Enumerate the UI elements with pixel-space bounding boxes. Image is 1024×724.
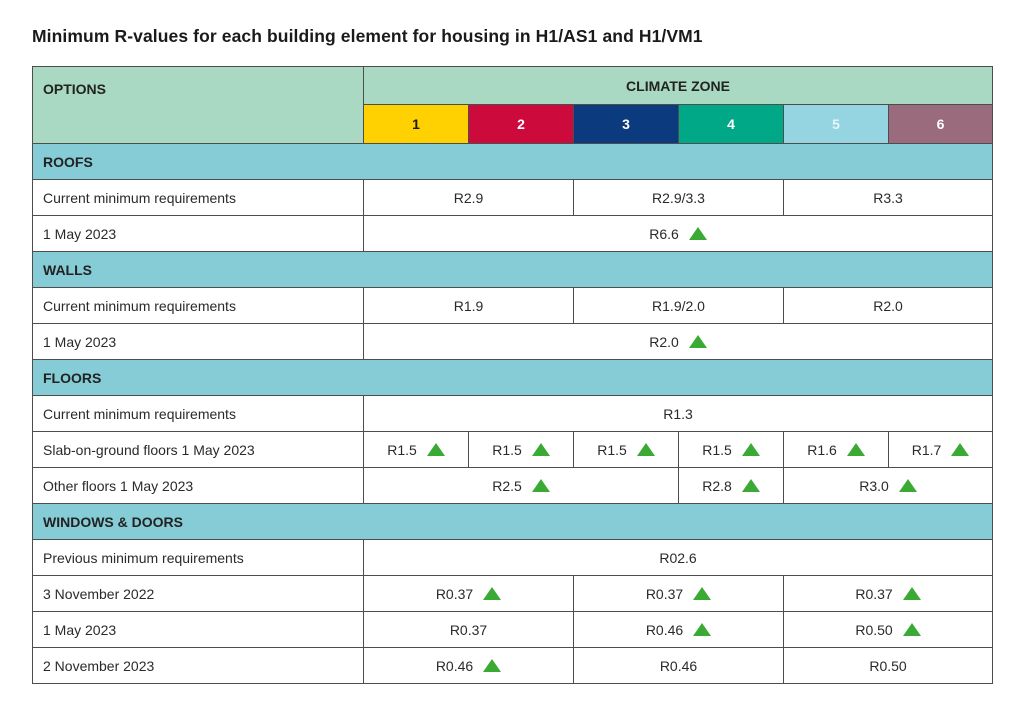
up-triangle-icon bbox=[847, 443, 865, 456]
table-cell: R1.5 bbox=[469, 432, 574, 468]
options-header: OPTIONS bbox=[33, 67, 364, 144]
up-triangle-icon bbox=[689, 227, 707, 240]
row-label: Current minimum requirements bbox=[33, 180, 364, 216]
up-triangle-icon bbox=[689, 335, 707, 348]
table-cell: R3.0 bbox=[784, 468, 993, 504]
row-label: 1 May 2023 bbox=[33, 612, 364, 648]
up-triangle-icon bbox=[532, 479, 550, 492]
up-triangle-icon bbox=[483, 587, 501, 600]
up-triangle-icon bbox=[742, 479, 760, 492]
up-triangle-icon bbox=[903, 623, 921, 636]
table-cell: R0.50 bbox=[784, 648, 993, 684]
table-cell: R0.46 bbox=[574, 612, 784, 648]
table-cell: R2.0 bbox=[364, 324, 993, 360]
up-triangle-icon bbox=[693, 623, 711, 636]
up-triangle-icon bbox=[693, 587, 711, 600]
climate-zone-header: CLIMATE ZONE bbox=[364, 67, 993, 105]
table-cell: R2.8 bbox=[679, 468, 784, 504]
up-triangle-icon bbox=[483, 659, 501, 672]
zone-5-header: 5 bbox=[784, 105, 889, 144]
up-triangle-icon bbox=[903, 587, 921, 600]
section-walls: WALLS bbox=[33, 252, 993, 288]
row-label: Current minimum requirements bbox=[33, 288, 364, 324]
table-row bbox=[33, 216, 993, 252]
row-label: 2 November 2023 bbox=[33, 648, 364, 684]
row-label: Other floors 1 May 2023 bbox=[33, 468, 364, 504]
row-label: Slab-on-ground floors 1 May 2023 bbox=[33, 432, 364, 468]
zone-4-header: 4 bbox=[679, 105, 784, 144]
row-label: Previous minimum requirements bbox=[33, 540, 364, 576]
table-row bbox=[33, 432, 993, 468]
table-row bbox=[33, 576, 993, 612]
table-cell: R2.9/3.3 bbox=[574, 180, 784, 216]
table-cell: R6.6 bbox=[364, 216, 993, 252]
table-cell: R0.50 bbox=[784, 612, 993, 648]
table-row bbox=[33, 396, 993, 432]
table-cell: R02.6 bbox=[364, 540, 993, 576]
row-label: 1 May 2023 bbox=[33, 324, 364, 360]
table-cell: R1.3 bbox=[364, 396, 993, 432]
table-cell: R2.9 bbox=[364, 180, 574, 216]
up-triangle-icon bbox=[637, 443, 655, 456]
table-row bbox=[33, 612, 993, 648]
section-windows-doors: WINDOWS & DOORS bbox=[33, 504, 993, 540]
section-floors: FLOORS bbox=[33, 360, 993, 396]
row-label: 3 November 2022 bbox=[33, 576, 364, 612]
up-triangle-icon bbox=[532, 443, 550, 456]
table-cell: R2.5 bbox=[364, 468, 679, 504]
table-cell: R1.5 bbox=[574, 432, 679, 468]
table-cell: R1.5 bbox=[364, 432, 469, 468]
table-row bbox=[33, 288, 993, 324]
section-roofs: ROOFS bbox=[33, 144, 993, 180]
table-cell: R0.46 bbox=[364, 648, 574, 684]
up-triangle-icon bbox=[742, 443, 760, 456]
up-triangle-icon bbox=[951, 443, 969, 456]
table-cell: R3.3 bbox=[784, 180, 993, 216]
zone-3-header: 3 bbox=[574, 105, 679, 144]
zone-1-header: 1 bbox=[364, 105, 469, 144]
zone-2-header: 2 bbox=[469, 105, 574, 144]
up-triangle-icon bbox=[427, 443, 445, 456]
table-cell: R1.9/2.0 bbox=[574, 288, 784, 324]
table-row bbox=[33, 468, 993, 504]
page-title: Minimum R-values for each building element for housing in H1/AS1 and H1/VM1 bbox=[32, 26, 703, 46]
zone-6-header: 6 bbox=[889, 105, 993, 144]
table-cell: R0.37 bbox=[364, 612, 574, 648]
table-cell: R0.37 bbox=[574, 576, 784, 612]
table-cell: R0.46 bbox=[574, 648, 784, 684]
table-cell: R1.7 bbox=[889, 432, 993, 468]
table-row bbox=[33, 648, 993, 684]
table-row bbox=[33, 540, 993, 576]
table-cell: R2.0 bbox=[784, 288, 993, 324]
table-row bbox=[33, 324, 993, 360]
row-label: Current minimum requirements bbox=[33, 396, 364, 432]
table-cell: R0.37 bbox=[784, 576, 993, 612]
table-row bbox=[33, 180, 993, 216]
table-cell: R1.9 bbox=[364, 288, 574, 324]
table-cell: R0.37 bbox=[364, 576, 574, 612]
table-cell: R1.5 bbox=[679, 432, 784, 468]
up-triangle-icon bbox=[899, 479, 917, 492]
row-label: 1 May 2023 bbox=[33, 216, 364, 252]
table-cell: R1.6 bbox=[784, 432, 889, 468]
r-values-table bbox=[32, 66, 993, 684]
